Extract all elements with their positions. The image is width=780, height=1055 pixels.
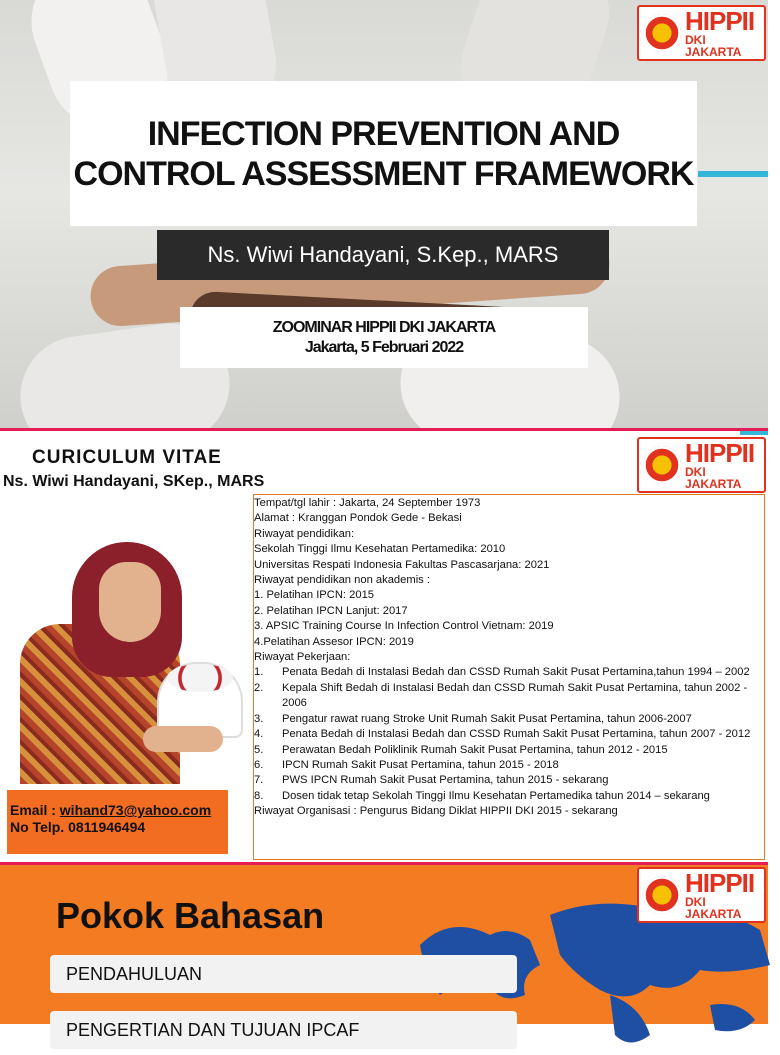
hippii-emblem-icon	[643, 446, 681, 484]
job-item	[254, 665, 764, 680]
email-label: Email :	[10, 802, 60, 818]
cv-heading: CURICULUM VITAE	[32, 447, 222, 468]
logo-region: DKI JAKARTA	[685, 33, 742, 59]
title-box	[70, 81, 697, 226]
cv-line: Riwayat pendidikan:	[254, 527, 355, 540]
job-text: IPCN Rumah Sakit Pusat Pertamina, tahun 2015 - 2018	[282, 758, 559, 771]
logo-name: HIPPII	[685, 6, 755, 36]
agenda-item: PENGERTIAN DAN TUJUAN IPCAF	[50, 1011, 517, 1049]
job-text: Penata Bedah di Instalasi Bedah dan CSSD Rumah Sakit Pusat Pertamina,tahun 1994 – 2002	[282, 666, 750, 679]
hippii-emblem-icon	[643, 14, 681, 52]
presenter-photo	[17, 534, 253, 779]
job-number: 3.	[254, 712, 264, 725]
job-number: 2.	[254, 681, 264, 694]
logo-region: DKI JAKARTA	[685, 895, 742, 921]
event-date: Jakarta, 5 Februari 2022	[304, 338, 464, 356]
cv-line: 1. Pelatihan IPCN: 2015	[254, 589, 375, 602]
job-text: Perawatan Bedah Poliklinik Rumah Sakit Pusat Pertamina, tahun 2012 - 2015	[282, 743, 668, 756]
agenda-item: PENDAHULUAN	[50, 955, 517, 993]
job-text: PWS IPCN Rumah Sakit Pusat Pertamina, tahun 2015 - sekarang	[282, 774, 609, 787]
job-item	[254, 681, 764, 712]
presentation-title: INFECTION PREVENTION AND CONTROL ASSESSMENT FRAMEWORK	[73, 114, 694, 193]
job-item	[254, 727, 764, 742]
presenter-box	[157, 230, 609, 280]
job-text: Kepala Shift Bedah di Instalasi Bedah dan CSSD Rumah Sakit Pusat Pertamina, tahun 2002 - 2006	[282, 681, 748, 710]
cv-line: 4.Pelatihan Assesor IPCN: 2019	[254, 635, 414, 648]
cv-details	[253, 494, 765, 860]
job-number: 6.	[254, 758, 264, 771]
cv-slide	[0, 431, 768, 864]
cv-organisasi: Riwayat Organisasi : Pengurus Bidang Diklat HIPPII DKI 2015 - sekarang	[254, 805, 618, 818]
email-link[interactable]: wihand73@yahoo.com	[59, 802, 212, 818]
cv-line: Riwayat pendidikan non akademis :	[254, 574, 430, 587]
accent-bar	[698, 171, 768, 177]
agenda-slide	[0, 865, 768, 1040]
photo-shape	[99, 562, 161, 642]
event-name: ZOOMINAR HIPPII DKI JAKARTA	[272, 318, 496, 336]
event-box	[180, 307, 588, 368]
photo-shape	[167, 664, 233, 692]
job-number: 7.	[254, 774, 264, 787]
presenter-name: Ns. Wiwi Handayani, S.Kep., MARS	[207, 242, 559, 267]
photo-shape	[143, 726, 223, 752]
agenda-title: Pokok Bahasan	[56, 895, 325, 936]
job-item	[254, 712, 764, 727]
logo-region: DKI JAKARTA	[685, 465, 742, 491]
job-item	[254, 743, 764, 758]
contact-box	[7, 790, 228, 854]
job-item	[254, 758, 764, 773]
title-slide	[0, 0, 768, 430]
cv-line: Alamat : Kranggan Pondok Gede - Bekasi	[254, 512, 462, 525]
accent-bar	[740, 431, 768, 435]
hippii-emblem-icon	[643, 876, 681, 914]
cv-line: 3. APSIC Training Course In Infection Control Vietnam: 2019	[254, 620, 554, 633]
job-text: Penata Bedah di Instalasi Bedah dan CSSD Rumah Sakit Pusat Pertamina, tahun 2007 - 2012	[282, 728, 751, 741]
cv-line: Tempat/tgl lahir : Jakarta, 24 September 1973	[254, 497, 481, 509]
logo-name: HIPPII	[685, 868, 755, 898]
job-text: Pengatur rawat ruang Stroke Unit Rumah Sakit Pusat Pertamina, tahun 2006-2007	[282, 712, 692, 725]
cv-line: 2. Pelatihan IPCN Lanjut: 2017	[254, 604, 408, 617]
job-number: 5.	[254, 743, 264, 756]
job-number: 1.	[254, 666, 264, 679]
hippii-logo	[637, 5, 766, 61]
job-number: 8.	[254, 789, 264, 802]
phone-number: No Telp. 0811946494	[10, 819, 146, 835]
job-number: 4.	[254, 728, 264, 741]
cv-line: Universitas Respati Indonesia Fakultas Pascasarjana: 2021	[254, 558, 550, 571]
hippii-logo	[637, 867, 766, 923]
logo-name: HIPPII	[685, 438, 755, 468]
job-text: Dosen tidak tetap Sekolah Tinggi Ilmu Kesehatan Pertamedika tahun 2014 – sekarang	[282, 789, 710, 802]
hippii-logo	[637, 437, 766, 493]
cv-name: Ns. Wiwi Handayani, SKep., MARS	[3, 473, 265, 490]
cv-line: Sekolah Tinggi Ilmu Kesehatan Pertamedika: 2010	[254, 543, 506, 556]
job-item	[254, 773, 764, 788]
job-item	[254, 789, 764, 804]
cv-line: Riwayat Pekerjaan:	[254, 651, 351, 664]
